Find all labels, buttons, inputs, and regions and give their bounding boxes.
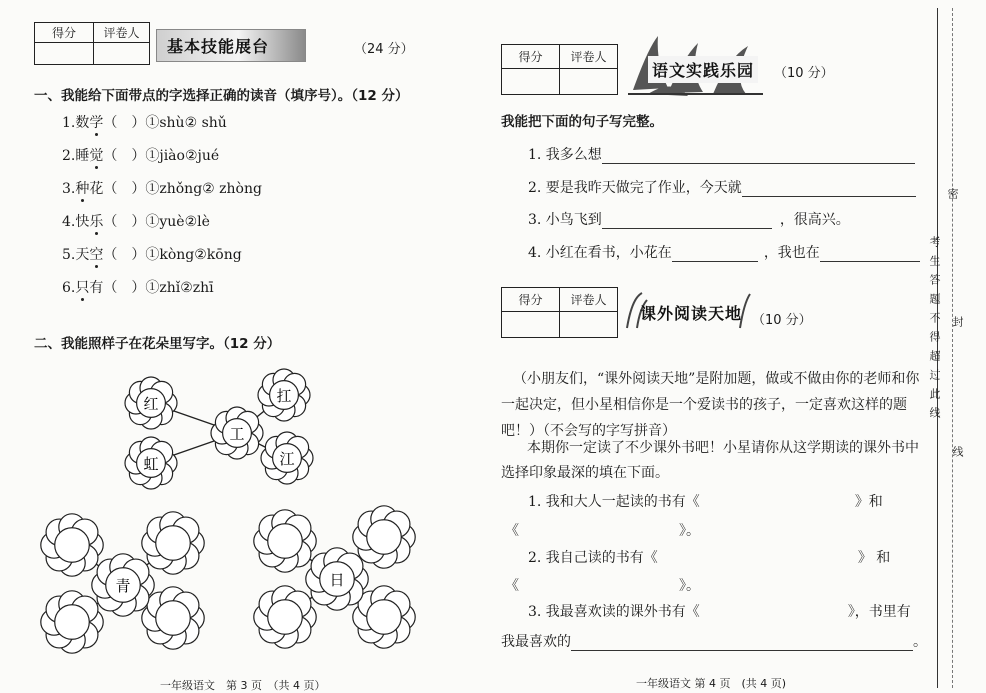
answer-blank[interactable] bbox=[519, 526, 679, 540]
flower-center bbox=[55, 528, 90, 563]
word-part: 花 bbox=[89, 181, 104, 197]
question-1-item bbox=[62, 178, 262, 198]
dotted-char: 觉 bbox=[89, 148, 104, 164]
pinyin-options: ①zhǒng② zhòng bbox=[145, 181, 262, 197]
flower-center bbox=[367, 600, 402, 635]
question-1-item bbox=[62, 277, 214, 297]
answer-paren[interactable]: （ ） bbox=[103, 280, 146, 296]
answer-blank[interactable] bbox=[602, 214, 772, 229]
empty-flower bbox=[254, 510, 316, 572]
grader-header: 评卷人 bbox=[560, 288, 618, 312]
answer-blank[interactable] bbox=[820, 247, 920, 262]
reading-text: 《 bbox=[505, 578, 519, 594]
item-number: 5. bbox=[62, 247, 76, 263]
flower-diagrams bbox=[40, 365, 440, 655]
item-number: 2. bbox=[62, 148, 76, 164]
grader-cell[interactable] bbox=[560, 312, 618, 338]
word-part: 睡 bbox=[75, 148, 90, 164]
flower-char: 江 bbox=[279, 450, 295, 468]
answer-blank[interactable] bbox=[672, 247, 758, 262]
answer-paren[interactable]: （ ） bbox=[103, 181, 146, 197]
dotted-char: 学 bbox=[89, 115, 104, 131]
pinyin-options: ①shù② shǔ bbox=[145, 115, 227, 131]
grader-cell[interactable] bbox=[94, 43, 150, 65]
score-table-right-2 bbox=[501, 287, 618, 338]
empty-flower bbox=[353, 506, 415, 568]
reading-1-line1 bbox=[528, 491, 883, 511]
score-table-right bbox=[501, 44, 618, 95]
flower-char: 工 bbox=[229, 425, 245, 443]
reading-text: 1. 我和大人一起读的书有《 bbox=[528, 494, 700, 510]
word-part: 有 bbox=[89, 280, 104, 296]
reading-text: 2. 我自己读的书有《 bbox=[528, 550, 658, 566]
dotted-char: 乐 bbox=[89, 214, 104, 230]
flower-center bbox=[156, 526, 191, 561]
cut-line bbox=[952, 8, 954, 688]
answer-blank[interactable] bbox=[700, 497, 855, 511]
side-label-seal-top: 密 bbox=[946, 188, 959, 207]
reading-3-line2 bbox=[501, 631, 927, 651]
sentence-text: 1. 我多么想 bbox=[528, 147, 602, 163]
pinyin-options: ①jiào②jué bbox=[145, 148, 220, 164]
question-1-item bbox=[62, 145, 219, 165]
question-1-item bbox=[62, 244, 242, 264]
section-banner-reading-world: 课外阅读天地 bbox=[640, 304, 743, 323]
question-1-title: 一、我能给下面带点的字选择正确的读音（填序号）。（12 分） bbox=[34, 88, 409, 104]
reading-1-line2 bbox=[505, 520, 700, 540]
item-number: 4. bbox=[62, 214, 76, 230]
score-header: 得分 bbox=[35, 23, 94, 43]
section-banner-basic-skills: 基本技能展台 bbox=[156, 29, 306, 62]
reading-text: 》。 bbox=[679, 578, 700, 594]
answer-paren[interactable]: （ ） bbox=[103, 214, 146, 230]
pinyin-options: ①yuè②lè bbox=[145, 214, 210, 230]
reading-text: 》，书里有 bbox=[847, 604, 911, 620]
score-header: 得分 bbox=[502, 45, 560, 69]
center-flower-2 bbox=[306, 548, 368, 610]
center-flower-1 bbox=[92, 554, 154, 616]
reading-3-line1 bbox=[528, 601, 911, 621]
example-center-flower bbox=[211, 407, 263, 459]
score-table-left bbox=[34, 22, 150, 65]
answer-blank[interactable] bbox=[519, 581, 679, 595]
section-banner-practice-garden: 语文实践乐园 bbox=[648, 56, 758, 83]
answer-blank[interactable] bbox=[571, 636, 913, 651]
page-footer-right: 一年级语文 第 4 页 (共 4 页) bbox=[636, 677, 787, 690]
question-1-item bbox=[62, 211, 210, 231]
dotted-char: 空 bbox=[89, 247, 104, 263]
item-number: 1. bbox=[62, 115, 76, 131]
score-header: 得分 bbox=[502, 288, 560, 312]
question-2-title: 二、我能照样子在花朵里写字。（12 分） bbox=[34, 336, 281, 352]
word-part: 快 bbox=[75, 214, 90, 230]
answer-paren[interactable]: （ ） bbox=[103, 115, 146, 131]
empty-flower bbox=[142, 512, 204, 574]
reading-2-line1 bbox=[528, 547, 890, 567]
grader-header: 评卷人 bbox=[560, 45, 618, 69]
flower-char: 日 bbox=[329, 571, 345, 589]
example-petal-flower bbox=[258, 369, 310, 421]
grader-cell[interactable] bbox=[560, 69, 618, 95]
sentence-3 bbox=[528, 209, 850, 229]
question-1-item bbox=[62, 112, 227, 132]
dotted-char: 只 bbox=[75, 280, 90, 296]
reading-text: 。 bbox=[913, 634, 927, 650]
example-petal-flower bbox=[125, 377, 177, 429]
answer-blank[interactable] bbox=[658, 553, 858, 567]
reading-text: 3. 我最喜欢读的课外书有《 bbox=[528, 604, 700, 620]
item-number: 6. bbox=[62, 280, 76, 296]
reading-text: 我最喜欢的 bbox=[501, 634, 571, 650]
answer-blank[interactable] bbox=[700, 607, 848, 621]
flower-char: 扛 bbox=[276, 387, 292, 405]
flower-char: 青 bbox=[115, 577, 131, 595]
reading-text: 》 和 bbox=[857, 550, 891, 566]
sentence-text: 3. 小鸟飞到 bbox=[528, 212, 602, 228]
item-number: 3. bbox=[62, 181, 76, 197]
empty-flower bbox=[41, 514, 103, 576]
pinyin-options: ①kòng②kōng bbox=[145, 247, 242, 263]
reading-prompt: 本期你一定读了不少课外书吧！小星请你从这学期读的课外书中选择印象最深的填在下面。 bbox=[501, 440, 919, 481]
score-cell[interactable] bbox=[502, 312, 560, 338]
banner-points: （10 分） bbox=[752, 313, 812, 328]
answer-paren[interactable]: （ ） bbox=[103, 148, 146, 164]
sentence-text: 4. 小红在看书，小花在 bbox=[528, 245, 672, 261]
answer-blank[interactable] bbox=[602, 149, 915, 164]
score-cell[interactable] bbox=[35, 43, 94, 65]
practice-intro: 我能把下面的句子写完整。 bbox=[501, 114, 663, 130]
reading-instructions: （小朋友们，“课外阅读天地”是附加题，做或不做由你的老师和你一起决定，但小星相信你是一个爱读书的孩子，一定喜欢这样的题吧！）（不会写的字写拼音） bbox=[501, 371, 920, 439]
side-label-line: 线 bbox=[951, 446, 964, 465]
word-part: 数 bbox=[75, 115, 90, 131]
grader-header: 评卷人 bbox=[94, 23, 150, 43]
pinyin-options: ①zhǐ②zhī bbox=[145, 280, 214, 296]
banner-points: （24 分） bbox=[354, 42, 414, 57]
empty-flower bbox=[254, 586, 316, 648]
side-label-no-answer: 考生答题不得超过此线 bbox=[928, 236, 941, 426]
flower-center bbox=[268, 600, 303, 635]
sentence-2 bbox=[528, 177, 916, 197]
sentence-4 bbox=[528, 242, 920, 262]
side-label-seal: 封 bbox=[951, 316, 964, 335]
answer-paren[interactable]: （ ） bbox=[103, 247, 146, 263]
flower-char: 虹 bbox=[143, 455, 159, 473]
flower-center bbox=[55, 605, 90, 640]
dotted-char: 种 bbox=[75, 181, 90, 197]
sentence-text: 2. 要是我昨天做完了作业，今天就 bbox=[528, 180, 742, 196]
flower-center bbox=[367, 520, 402, 555]
score-cell[interactable] bbox=[502, 69, 560, 95]
reading-2-line2 bbox=[505, 575, 700, 595]
sentence-1 bbox=[528, 144, 915, 164]
empty-flower bbox=[142, 587, 204, 649]
flower-char: 红 bbox=[143, 395, 159, 413]
sentence-text: ，很高兴。 bbox=[779, 212, 850, 228]
flower-center bbox=[156, 601, 191, 636]
flower-center bbox=[268, 524, 303, 559]
word-part: 天 bbox=[75, 247, 90, 263]
reading-text: 》和 bbox=[854, 494, 883, 510]
example-petal-flower bbox=[261, 432, 313, 484]
reading-text: 《 bbox=[505, 523, 519, 539]
empty-flower bbox=[41, 591, 103, 653]
page-footer-left: 一年级语文 第 3 页 （共 4 页） bbox=[160, 679, 326, 692]
example-petal-flower bbox=[125, 437, 177, 489]
reading-text: 》。 bbox=[679, 523, 700, 539]
banner-points: （10 分） bbox=[774, 66, 834, 81]
sentence-text: ，我也在 bbox=[763, 245, 820, 261]
answer-blank[interactable] bbox=[742, 182, 916, 197]
